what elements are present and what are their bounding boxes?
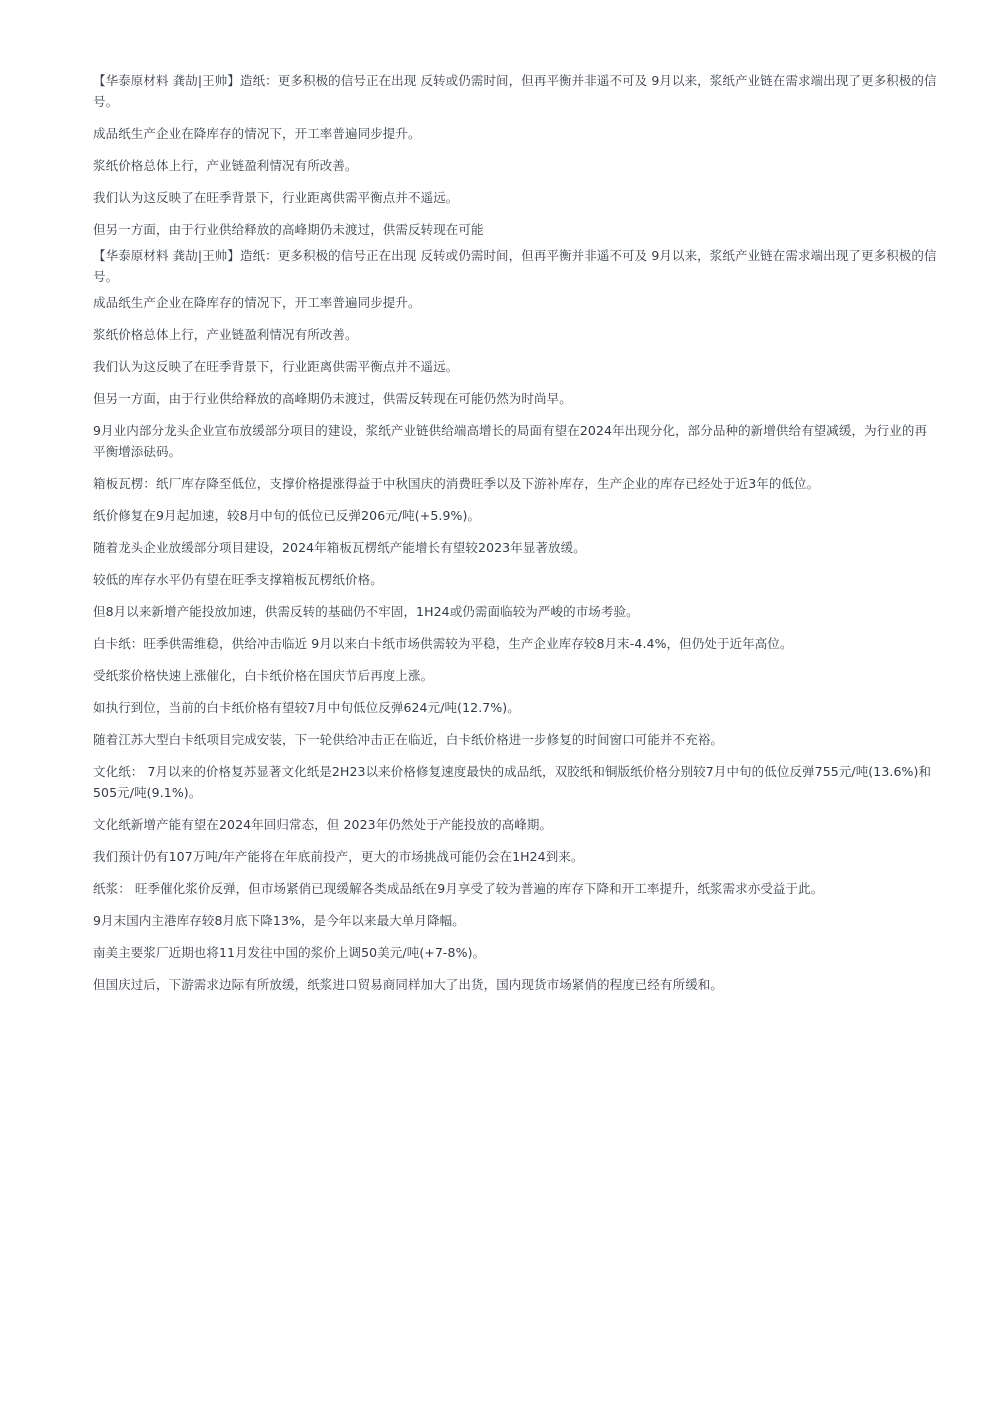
paragraph: 我们认为这反映了在旺季背景下，行业距离供需平衡点并不遥远。 [93, 359, 459, 374]
paragraph: 成品纸生产企业在降库存的情况下，开工率普遍同步提升。 [93, 295, 421, 310]
paragraph-culture-paper: 文化纸： 7月以来的价格复苏显著文化纸是2H23以来价格修复速度最快的成品纸，双胶纸和铜版纸价格分别较7月中旬的低位反弹755元/吨(13.6%)和505元/吨(9.1%)。 [93, 764, 932, 800]
paragraph: 9月末国内主港库存较8月底下降13%，是今年以来最大单月降幅。 [93, 913, 465, 928]
article-body [93, 70, 938, 1006]
paragraph: 较低的库存水平仍有望在旺季支撑箱板瓦楞纸价格。 [93, 572, 383, 587]
paragraph: 我们预计仍有107万吨/年产能将在年底前投产，更大的市场挑战可能仍会在1H24到来。 [93, 849, 584, 864]
paragraph: 但另一方面，由于行业供给释放的高峰期仍未渡过，供需反转现在可能 [93, 222, 484, 237]
paragraph-corrugated: 箱板瓦楞：纸厂库存降至低位，支撑价格提涨得益于中秋国庆的消费旺季以及下游补库存，生产企业的库存已经处于近3年的低位。 [93, 476, 820, 491]
paragraph: 但国庆过后，下游需求边际有所放缓，纸浆进口贸易商同样加大了出货，国内现货市场紧俏的程度已经有所缓和。 [93, 977, 724, 992]
paragraph: 如执行到位，当前的白卡纸价格有望较7月中旬低位反弹624元/吨(12.7%)。 [93, 700, 520, 715]
paragraph: 文化纸新增产能有望在2024年回归常态，但 2023年仍然处于产能投放的高峰期。 [93, 817, 553, 832]
paragraph: 但8月以来新增产能投放加速，供需反转的基础仍不牢固，1H24或仍需面临较为严峻的市场考验。 [93, 604, 639, 619]
paragraph-whiteboard: 白卡纸：旺季供需维稳，供给冲击临近 9月以来白卡纸市场供需较为平稳，生产企业库存较8月末-4.4%，但仍处于近年高位。 [93, 636, 793, 651]
paragraph: 浆纸价格总体上行，产业链盈利情况有所改善。 [93, 327, 358, 342]
paragraph: 受纸浆价格快速上涨催化，白卡纸价格在国庆节后再度上涨。 [93, 668, 434, 683]
paragraph: 但另一方面，由于行业供给释放的高峰期仍未渡过，供需反转现在可能仍然为时尚早。 [93, 391, 572, 406]
paragraph: 随着龙头企业放缓部分项目建设，2024年箱板瓦楞纸产能增长有望较2023年显著放缓。 [93, 540, 586, 555]
paragraph: 随着江苏大型白卡纸项目完成安装，下一轮供给冲击正在临近，白卡纸价格进一步修复的时间窗口可能并不充裕。 [93, 732, 724, 747]
paragraph: 纸价修复在9月起加速，较8月中旬的低位已反弹206元/吨(+5.9%)。 [93, 508, 481, 523]
paragraph-pulp: 纸浆： 旺季催化浆价反弹，但市场紧俏已现缓解各类成品纸在9月享受了较为普遍的库存下降和开工率提升，纸浆需求亦受益于此。 [93, 881, 824, 896]
paragraph: 成品纸生产企业在降库存的情况下，开工率普遍同步提升。 [93, 126, 421, 141]
paragraph: 南美主要浆厂近期也将11月发往中国的浆价上调50美元/吨(+7-8%)。 [93, 945, 486, 960]
paragraph-intro: 【华泰原材料 龚劼|王帅】造纸：更多积极的信号正在出现 反转或仍需时间，但再平衡并非遥不可及 9月以来，浆纸产业链在需求端出现了更多积极的信号。 [93, 73, 937, 109]
paragraph: 9月业内部分龙头企业宣布放缓部分项目的建设，浆纸产业链供给端高增长的局面有望在2024年出现分化，部分品种的新增供给有望减缓，为行业的再平衡增添砝码。 [93, 423, 928, 459]
paragraph: 我们认为这反映了在旺季背景下，行业距离供需平衡点并不遥远。 [93, 190, 459, 205]
paragraph: 浆纸价格总体上行，产业链盈利情况有所改善。 [93, 158, 358, 173]
paragraph-intro-repeat: 【华泰原材料 龚劼|王帅】造纸：更多积极的信号正在出现 反转或仍需时间，但再平衡并非遥不可及 9月以来，浆纸产业链在需求端出现了更多积极的信号。 [93, 248, 937, 284]
